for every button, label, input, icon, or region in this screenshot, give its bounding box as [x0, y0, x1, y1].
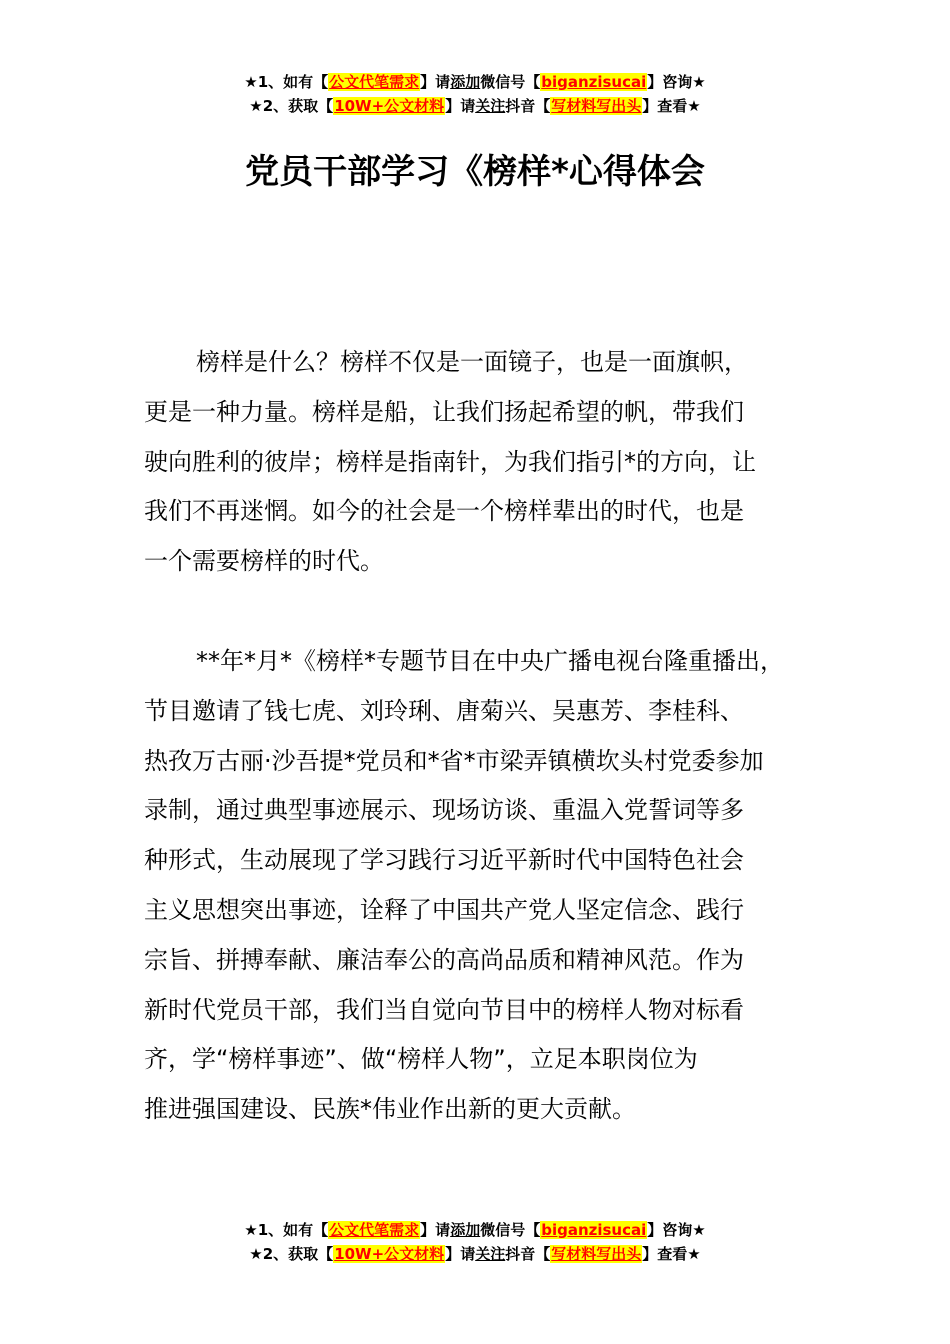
banner-line-1: ★1、如有【公文代笔需求】请添加微信号【biganzisucai】咨询★	[244, 73, 706, 91]
text-line: 一个需要榜样的时代。	[144, 547, 384, 576]
text-line: 驶向胜利的彼岸；榜样是指南针，为我们指引*的方向，让	[144, 447, 756, 476]
header-banner	[0, 70, 950, 118]
text-line: **年*月*《榜样*专题节目在中央广播电视台隆重播出，	[196, 646, 784, 675]
text-line: 录制，通过典型事迹展示、现场访谈、重温入党誓词等多	[144, 796, 744, 825]
footer-banner	[0, 1218, 950, 1266]
douyin-account-highlight: 写材料写出头	[551, 97, 642, 115]
text-line: 齐，学“榜样事迹”、做“榜样人物”，立足本职岗位为	[144, 1045, 698, 1074]
material-highlight: 10W+公文材料	[334, 97, 445, 115]
text-line: 节目邀请了钱七虎、刘玲琍、唐菊兴、吴惠芳、李桂科、	[144, 696, 744, 725]
material-highlight: 10W+公文材料	[334, 1245, 445, 1263]
banner-line-1: ★1、如有【公文代笔需求】请添加微信号【biganzisucai】咨询★	[244, 1221, 706, 1239]
paragraph-1	[144, 338, 834, 587]
text-line: 我们不再迷惘。如今的社会是一个榜样辈出的时代，也是	[144, 497, 744, 526]
text-line: 榜样是什么？榜样不仅是一面镜子，也是一面旗帜，	[196, 348, 748, 376]
text-line: 热孜万古丽·沙吾提*党员和*省*市梁弄镇横坎头村党委参加	[144, 746, 764, 775]
text-line: 主义思想突出事迹，诠释了中国共产党人坚定信念、践行	[144, 895, 744, 924]
paragraph-2	[144, 637, 834, 1135]
service-highlight: 公文代笔需求	[329, 73, 420, 91]
wechat-id-highlight: biganzisucai	[541, 73, 647, 91]
banner-line-2: ★2、获取【10W+公文材料】请关注抖音【写材料写出头】查看★	[249, 1245, 701, 1263]
text-line: 宗旨、拼搏奉献、廉洁奉公的高尚品质和精神风范。作为	[144, 945, 744, 974]
text-line: 种形式，生动展现了学习践行习近平新时代中国特色社会	[144, 846, 744, 875]
wechat-id-highlight: biganzisucai	[541, 1221, 647, 1239]
text-line: 推进强国建设、民族*伟业作出新的更大贡献。	[144, 1095, 636, 1124]
document-body	[144, 338, 834, 1135]
document-title: 党员干部学习《榜样*心得体会	[245, 152, 705, 192]
service-highlight: 公文代笔需求	[329, 1221, 420, 1239]
text-line: 更是一种力量。榜样是船，让我们扬起希望的帆，带我们	[144, 397, 744, 426]
banner-line-2: ★2、获取【10W+公文材料】请关注抖音【写材料写出头】查看★	[249, 97, 701, 115]
text-line: 新时代党员干部，我们当自觉向节目中的榜样人物对标看	[144, 995, 744, 1024]
douyin-account-highlight: 写材料写出头	[551, 1245, 642, 1263]
paragraph-gap	[144, 587, 834, 637]
